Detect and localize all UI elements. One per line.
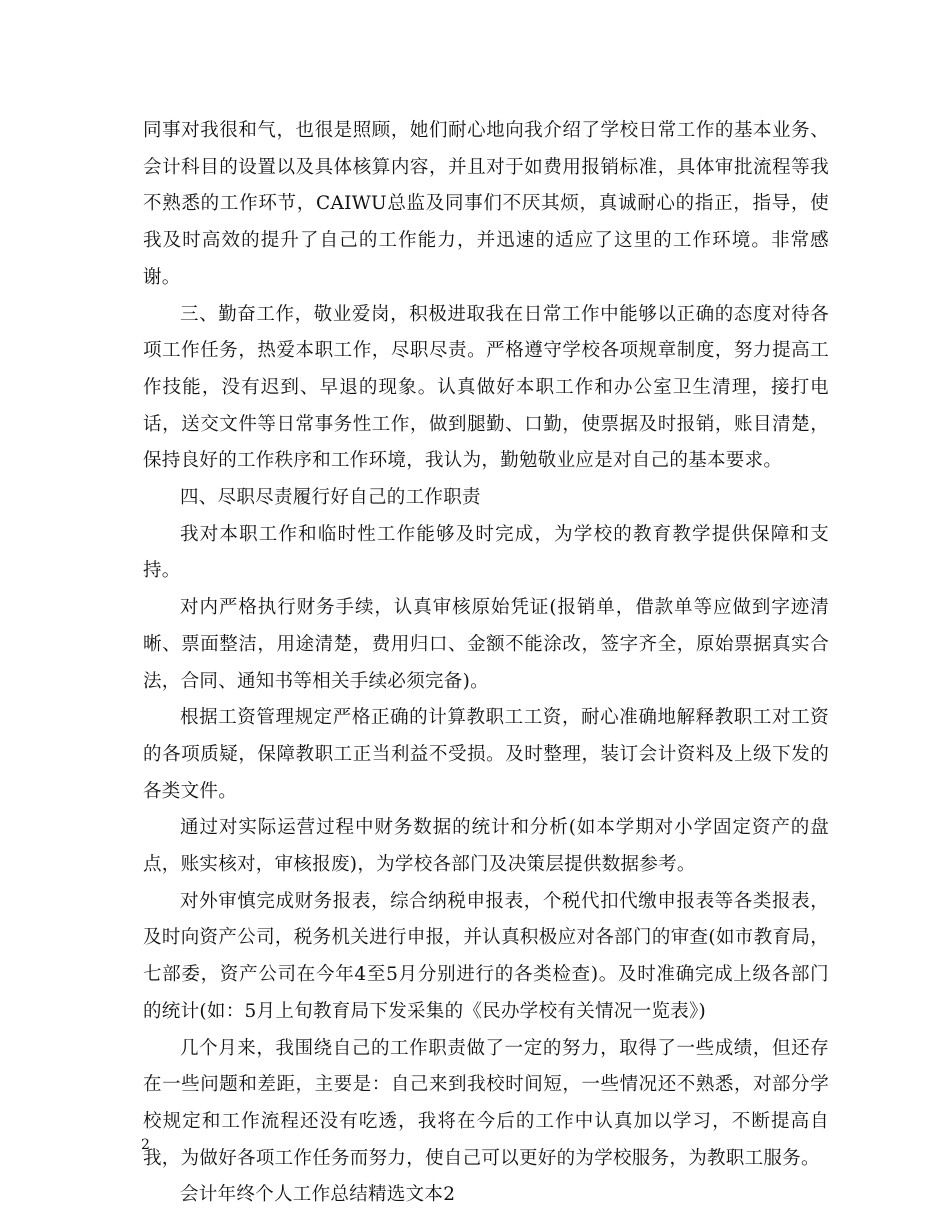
- document-body: [143, 113, 829, 1214]
- paragraph: 我对本职工作和临时性工作能够及时完成，为学校的教育教学提供保障和支持。: [143, 523, 829, 582]
- paragraph: 会计年终个人工作总结精选文本2: [180, 1184, 456, 1206]
- paragraph: 同事对我很和气，也很是照顾，她们耐心地向我介绍了学校日常工作的基本业务、会计科目的设置以及具体核算内容，并且对于如费用报销标准，具体审批流程等我不熟悉的工作环节，CAIWU总监及同事们不厌其烦，真诚耐心的指正，指导，使我及时高效的提升了自己的工作能力，并迅速的适应了这里的工作环境。非常感谢。: [143, 120, 829, 288]
- paragraph: 对内严格执行财务手续，认真审核原始凭证(报销单，借款单等应做到字迹清晰、票面整洁，用途清楚，费用归口、金额不能涂改，签字齐全，原始票据真实合法，合同、通知书等相关手续必须完备)。: [143, 597, 829, 692]
- paragraph: 通过对实际运营过程中财务数据的统计和分析(如本学期对小学固定资产的盘点，账实核对，审核报废)，为学校各部门及决策层提供数据参考。: [143, 817, 829, 876]
- paragraph: 三、勤奋工作，敬业爱岗，积极进取我在日常工作中能够以正确的态度对待各项工作任务，热爱本职工作，尽职尽责。严格遵守学校各项规章制度，努力提高工作技能，没有迟到、早退的现象。认真做好本职工作和办公室卫生清理，接打电话，送交文件等日常事务性工作，做到腿勤、口勤，使票据及时报销，账目清楚，保持良好的工作秩序和工作环境，我认为，勤勉敬业应是对自己的基本要求。: [143, 303, 829, 472]
- section-heading: 四、尽职尽责履行好自己的工作职责: [180, 487, 481, 509]
- paragraph: 根据工资管理规定严格正确的计算教职工工资，耐心准确地解释教职工对工资的各项质疑，保障教职工正当利益不受损。及时整理，装订会计资料及上级下发的各类文件。: [143, 707, 829, 802]
- page-number: 2: [141, 1137, 150, 1153]
- paragraph: 几个月来，我围绕自己的工作职责做了一定的努力，取得了一些成绩，但还存在一些问题和差距，主要是：自己来到我校时间短，一些情况还不熟悉，对部分学校规定和工作流程还没有吃透，我将在今后的工作中认真加以学习，不断提高自我，为做好各项工作任务而努力，使自己可以更好的为学校服务，为教职工服务。: [143, 1037, 829, 1169]
- paragraph: 对外审慎完成财务报表，综合纳税申报表，个税代扣代缴申报表等各类报表，及时向资产公司，税务机关进行申报，并认真积极应对各部门的审查(如市教育局，七部委，资产公司在今年4至5月分别进行的各类检查)。及时准确完成上级各部门的统计(如：5月上旬教育局下发采集的《民办学校有关情况一览表》): [143, 890, 829, 1022]
